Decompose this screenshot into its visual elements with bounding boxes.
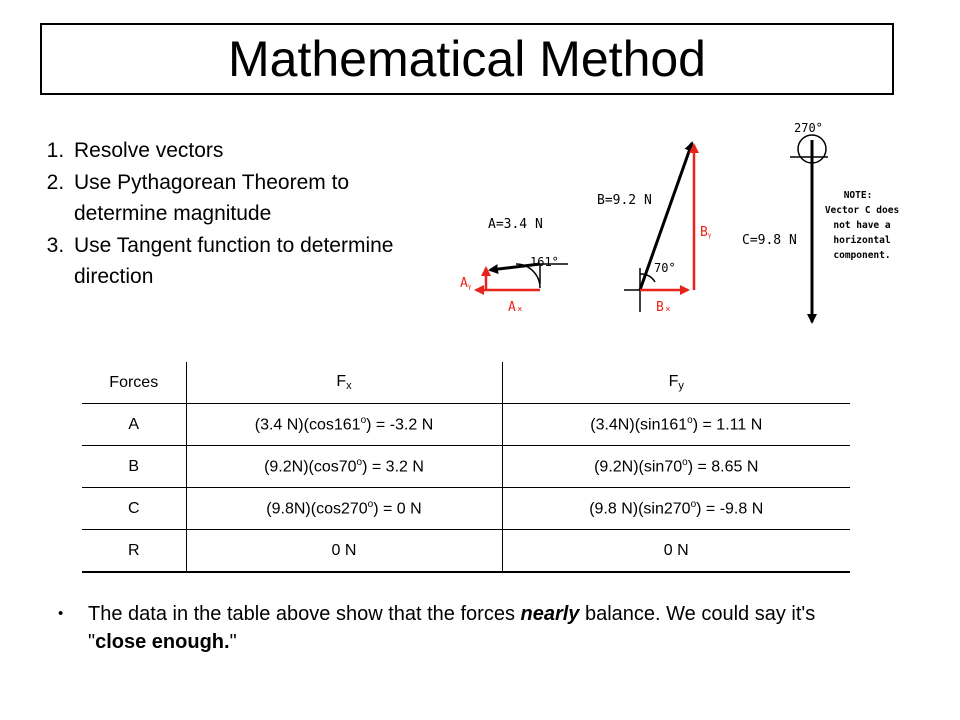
header-fx-main: F (336, 373, 347, 390)
header-fx-sub: x (346, 380, 352, 392)
cell-fx: $(9.2N)(\cos 70^o) = 3.2$ N (186, 446, 502, 488)
angle-a-label: 161° (530, 255, 559, 269)
note-block (825, 190, 899, 261)
cell-fy: $(3.4N)(\sin 161^o) = 1.11$ N (502, 404, 850, 446)
forces-table (82, 362, 850, 573)
angle-b-label: 70° (654, 261, 676, 275)
vector-c-group (742, 121, 899, 322)
note-line: horizontal (833, 235, 891, 246)
label-by: Bᵧ (700, 225, 712, 240)
title-box (40, 23, 894, 95)
cell-fx: $(9.8N)(\cos 270^o) = 0$ N (186, 488, 502, 530)
conclusion-text: The data in the table above show that the forces nearly balance. We could say it's "close enough." (88, 603, 816, 653)
vector-a-group (460, 217, 568, 315)
bullet-dot: • (58, 605, 64, 622)
step-item: 2. Use Pythagorean Theorem to determine magnitude (70, 167, 440, 230)
vector-b-group (597, 143, 712, 315)
cell-force: R (82, 530, 186, 573)
cell-fx: (3.4 $N)(\cos 161^o) = -3.2$ N (186, 404, 502, 446)
label-ax: Aₓ (508, 300, 524, 315)
header-fx (186, 362, 502, 404)
vector-diagram (440, 112, 920, 337)
header-fy (502, 362, 850, 404)
note-line: NOTE: (843, 190, 873, 201)
header-fy-main: F (668, 373, 679, 390)
emphasis-close-enough: close enough. (95, 631, 230, 653)
cell-fy: (9.8 $N)(\sin 270^o) = -9.8$ N (502, 488, 850, 530)
note-line: Vector C does (824, 205, 900, 216)
table-row (82, 530, 850, 573)
header-forces: Forces (82, 362, 186, 404)
angle-c-label: 270° (794, 121, 823, 135)
label-ay: Aᵧ (460, 276, 472, 291)
label-b: B=9.2 N (597, 193, 652, 208)
page-title: Mathematical Method (227, 31, 706, 87)
cell-force: B (82, 446, 186, 488)
cell-fx: 0 N (186, 530, 502, 573)
label-a: A=3.4 N (488, 217, 543, 232)
note-line: component. (833, 250, 891, 261)
cell-fy: 0 N (502, 530, 850, 573)
table-header-row (82, 362, 850, 404)
step-item: 1. Resolve vectors (70, 135, 440, 167)
note-line: not have a (833, 220, 891, 231)
steps-list (30, 135, 440, 293)
emphasis-nearly: nearly (520, 603, 580, 625)
table-row (82, 488, 850, 530)
cell-force: C (82, 488, 186, 530)
label-bx: Bₓ (656, 300, 672, 315)
table-row (82, 404, 850, 446)
header-fy-sub: y (678, 380, 684, 392)
cell-force: A (82, 404, 186, 446)
cell-fy: $(9.2N)(\sin 70^o) = 8.65$ N (502, 446, 850, 488)
conclusion-bullet (58, 600, 858, 656)
label-c: C=9.8 N (742, 233, 797, 248)
table-row (82, 446, 850, 488)
step-item: 3. Use Tangent function to determine direction (70, 230, 440, 293)
